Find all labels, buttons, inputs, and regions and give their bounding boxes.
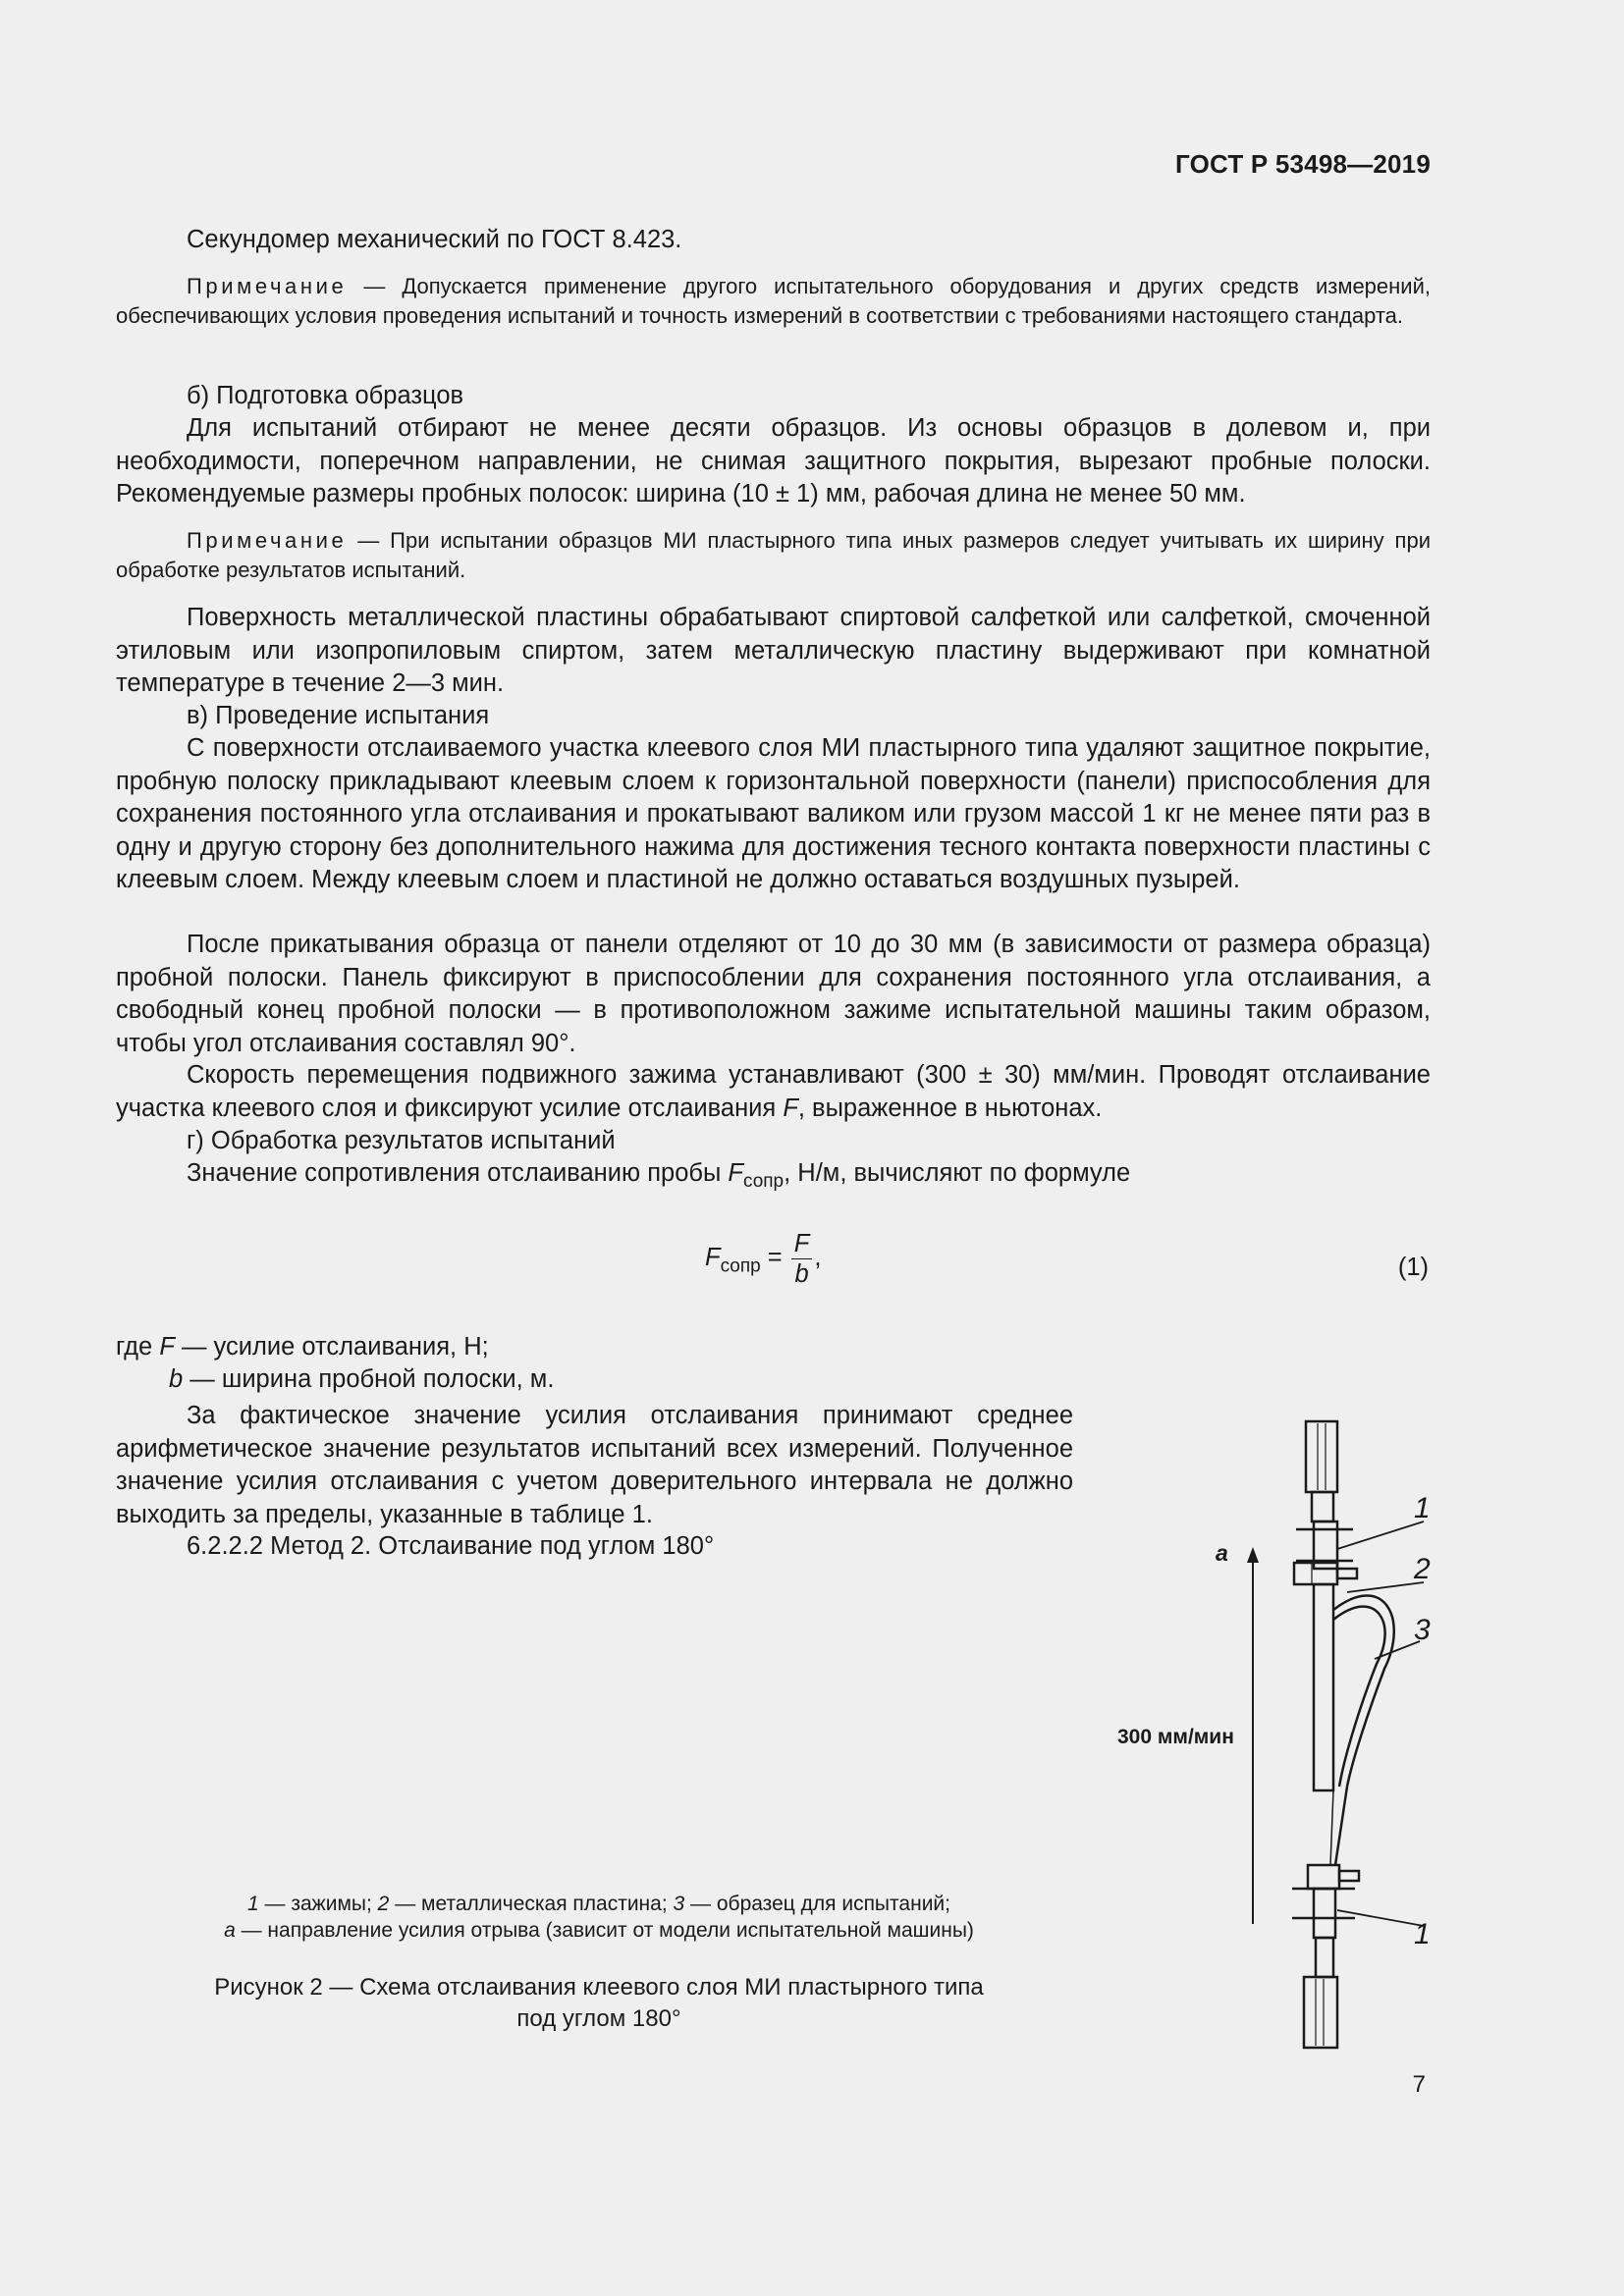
label-2: 2: [1414, 1553, 1431, 1585]
equation-number: (1): [1397, 1254, 1429, 1281]
bottom-clamp: [1314, 1889, 1335, 1938]
figure-peel-diagram: [1090, 1414, 1453, 2052]
subheading-b: б) Подготовка образцов: [187, 382, 464, 409]
variable-F: F: [728, 1159, 743, 1187]
top-clamp-neck: [1312, 1492, 1333, 1522]
paragraph-stopwatch: Секундомер механический по ГОСТ 8.423.: [187, 226, 682, 253]
label-a: a: [1216, 1540, 1228, 1566]
metal-plate: [1314, 1584, 1333, 1790]
note-1-text: — Допускается применение другого испытательного оборудования и других средств измерений, обеспечивающих условия проведения испытаний и точность измерений в соответствии с требованиями настоящего стандарта.: [116, 274, 1431, 328]
top-rod: [1306, 1421, 1337, 1492]
figure-legend-line-2: а — направление усилия отрыва (зависит от модели испытательной машины): [224, 1919, 974, 1942]
variable-F: F: [783, 1094, 798, 1122]
formula-1: $F_{сопр}$ = $\frac{F}{b}$ ,: [705, 1230, 822, 1288]
fraction: $\frac{F}{b}$: [791, 1229, 813, 1289]
where-b: b — ширина пробной полоски, м.: [169, 1365, 555, 1393]
label-3: 3: [1414, 1614, 1431, 1646]
note-1: [116, 272, 1431, 331]
bottom-rod: [1304, 1977, 1337, 2048]
paragraph-v3: Скорость перемещения подвижного зажима устанавливают (300 ± 30) мм/мин. Проводят отслаивание участка клеевого слоя и фиксируют усилие отслаивания F, выраженное в ньютонах.: [116, 1061, 1431, 1122]
note-label: Примечание: [187, 528, 348, 553]
page-number: 7: [1412, 2071, 1426, 2098]
note-2: [116, 526, 1431, 585]
where-F: где F — усилие отслаивания, Н;: [116, 1333, 489, 1361]
formula-intro: Значение сопротивления отслаиванию пробы $F_{сопр}$, Н/м, вычисляют по формуле: [187, 1159, 1131, 1193]
paragraph-v1: С поверхности отслаиваемого участка клеевого слоя МИ пластырного типа удаляют защитное покрытие, пробную полоску прикладывают клеевым слоем к горизонтальной поверхности (панели) приспособления для сохранения постоянного угла отслаивания и прокатывают валиком или грузом массой 1 кг не менее пяти раз в одну и другую сторону без дополнительного нажима для достижения тесного контакта поверхности пластины с клеевым слоем. Между клеевым слоем и пластиной не должно оставаться воздушных пузырей.: [116, 734, 1431, 893]
document-id: ГОСТ Р 53498—2019: [1175, 149, 1431, 179]
label-speed: 300 мм/мин: [1117, 1726, 1234, 1748]
subheading-g: г) Обработка результатов испытаний: [187, 1127, 616, 1154]
top-clamp-bolt: [1294, 1563, 1337, 1584]
figure-legend-line-1: 1 — зажимы; 2 — металлическая пластина; 3 — образец для испытаний;: [247, 1893, 950, 1915]
bottom-clamp-bolt: [1308, 1865, 1339, 1889]
label-1-top: 1: [1414, 1492, 1431, 1524]
label-1-bottom: 1: [1414, 1918, 1431, 1950]
figure-title: Рисунок 2 — Схема отслаивания клеевого слоя МИ пластырного типа под углом 180°: [214, 1974, 984, 2032]
paragraph-b: Для испытаний отбирают не менее десяти образцов. Из основы образцов в долевом и, при необходимости, поперечном направлении, не снимая защитного покрытия, вырезают пробные полоски. Рекомендуемые размеры пробных полосок: ширина (10 ± 1) мм, рабочая длина не менее 50 мм.: [116, 414, 1431, 507]
paragraph-final: За фактическое значение усилия отслаивания принимают среднее арифметическое значение результатов испытаний всех измерений. Полученное значение усилия отслаивания с учетом доверительного интервала не должно выходить за пределы, указанные в таблице 1.: [116, 1402, 1073, 1528]
note-label: Примечание: [187, 274, 348, 298]
note-2-text: — При испытании образцов МИ пластырного типа иных размеров следует учитывать их ширину при обработке результатов испытаний.: [116, 528, 1431, 582]
method-2-heading: 6.2.2.2 Метод 2. Отслаивание под углом 180°: [187, 1532, 715, 1560]
subheading-v: в) Проведение испытания: [187, 702, 490, 729]
paragraph-surface: Поверхность металлической пластины обрабатывают спиртовой салфеткой или салфеткой, смоченной этиловым или изопропиловым спиртом, затем металлическую пластину выдерживают при комнатной температуре в течение 2—3 мин.: [116, 604, 1431, 697]
paragraph-v2: После прикатывания образца от панели отделяют от 10 до 30 мм (в зависимости от размера образца) пробной полоски. Панель фиксируют в приспособлении для сохранения постоянного угла отслаивания, а свободный конец пробной полоски — в противоположном зажиме испытательной машины таким образом, чтобы угол отслаивания составлял 90°.: [116, 931, 1431, 1057]
